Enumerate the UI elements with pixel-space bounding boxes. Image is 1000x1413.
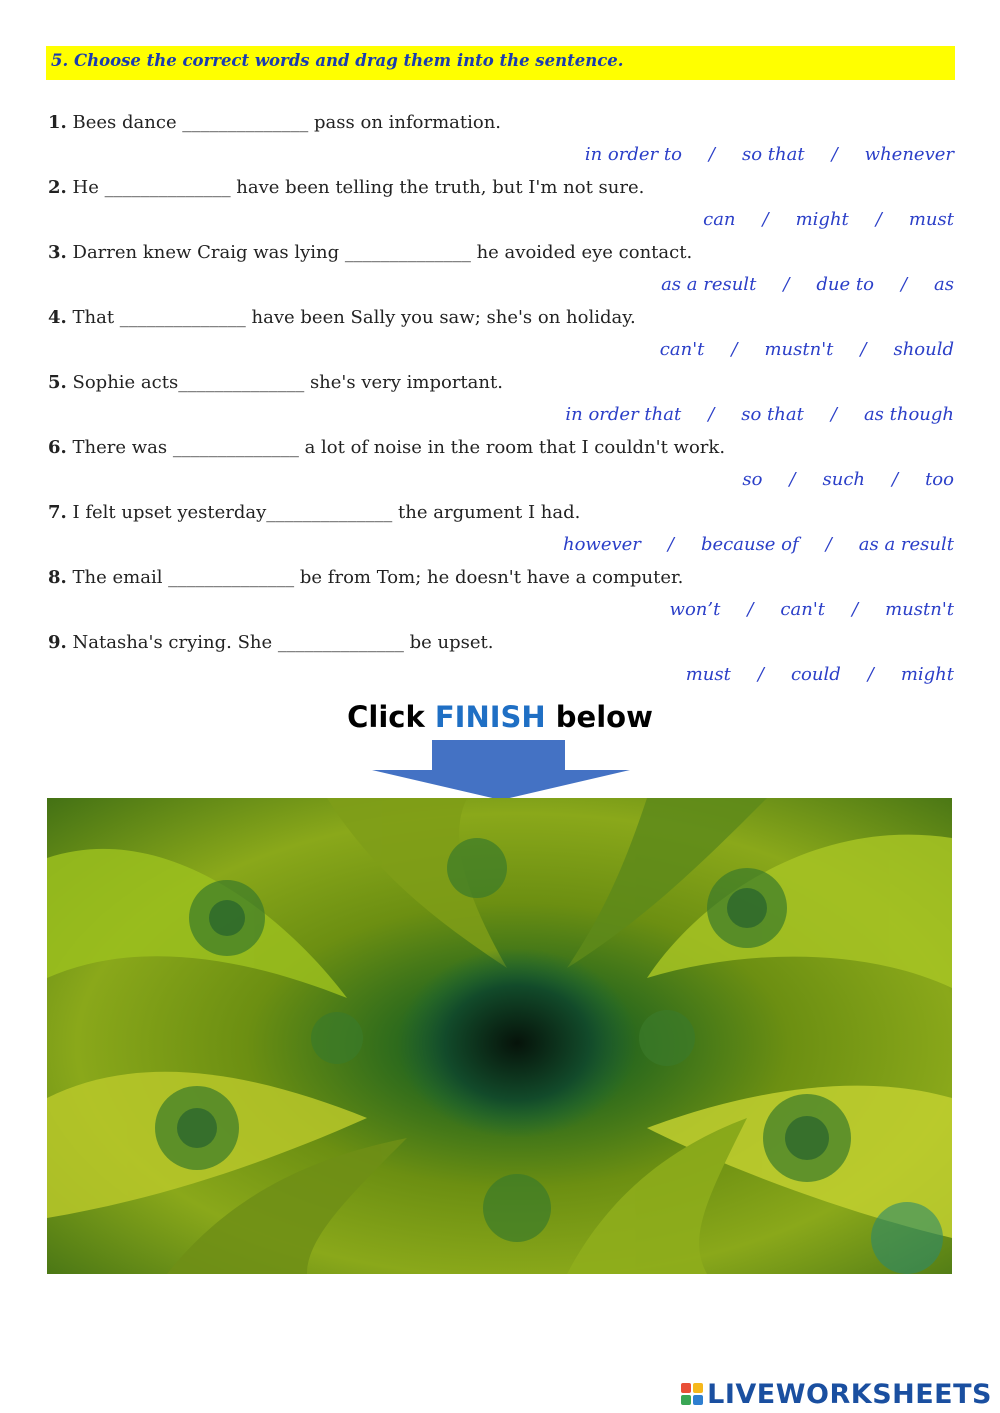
option-separator: / (831, 144, 838, 165)
option-list-9 (686, 664, 954, 685)
question-number: 5. (48, 372, 67, 393)
option-list-3 (661, 274, 954, 295)
question-7 (48, 502, 580, 523)
word-option[interactable]: in order to (584, 144, 682, 165)
question-1 (48, 112, 501, 133)
fractal-image (47, 798, 952, 1274)
option-separator: / (708, 144, 715, 165)
word-option[interactable]: can't (780, 599, 826, 620)
word-option[interactable]: too (925, 469, 954, 490)
question-2 (48, 177, 644, 198)
finish-prefix: Click (347, 700, 435, 734)
option-separator: / (757, 664, 764, 685)
option-separator: / (852, 599, 859, 620)
logo-tiles-icon (681, 1383, 703, 1405)
question-number: 2. (48, 177, 67, 198)
question-6 (48, 437, 725, 458)
finish-highlight: FINISH (434, 700, 546, 734)
word-option[interactable]: can (703, 209, 736, 230)
option-separator: / (875, 209, 882, 230)
option-list-4 (660, 339, 954, 360)
word-option[interactable]: as (934, 274, 954, 295)
question-text: The email ______________ be from Tom; he doesn't have a computer. (66, 567, 684, 588)
word-option[interactable]: can't (659, 339, 705, 360)
option-separator: / (900, 274, 908, 295)
question-text: Sophie acts______________ she's very important. (66, 372, 503, 393)
word-option[interactable]: because of (700, 534, 799, 555)
question-text: Darren knew Craig was lying ______________ he avoided eye contact. (66, 242, 693, 263)
option-list-1 (585, 144, 954, 165)
finish-suffix: below (545, 700, 653, 734)
option-list-6 (742, 469, 954, 490)
question-text: Bees dance ______________ pass on information. (66, 112, 502, 133)
question-text: That ______________ have been Sally you saw; she's on holiday. (66, 307, 636, 328)
option-separator: / (892, 469, 899, 490)
instruction-text: 5. Choose the correct words and drag them into the sentence. (51, 51, 624, 70)
question-text: Natasha's crying. She ______________ be upset. (66, 632, 494, 653)
question-number: 6. (48, 437, 67, 458)
option-separator: / (860, 339, 867, 360)
word-option[interactable]: however (562, 534, 641, 555)
option-separator: / (747, 599, 754, 620)
question-number: 9. (48, 632, 67, 653)
logo-brand: LIVEWORKSHEETS (707, 1378, 992, 1410)
question-3 (48, 242, 692, 263)
liveworksheets-logo (681, 1378, 992, 1410)
word-option[interactable]: in order that (565, 404, 682, 425)
word-option[interactable]: might (795, 209, 849, 230)
word-option[interactable]: should (893, 339, 954, 360)
option-list-8 (670, 599, 954, 620)
option-separator: / (789, 469, 796, 490)
option-list-2 (703, 209, 954, 230)
instruction-banner (46, 46, 955, 80)
word-option[interactable]: must (908, 209, 954, 230)
option-separator: / (708, 404, 715, 425)
option-separator: / (762, 209, 769, 230)
option-list-5 (565, 404, 954, 425)
word-option[interactable]: could (790, 664, 841, 685)
word-option[interactable]: whenever (864, 144, 954, 165)
option-separator: / (867, 664, 874, 685)
word-option[interactable]: won’t (669, 599, 721, 620)
word-option[interactable]: as a result (661, 274, 757, 295)
question-number: 3. (48, 242, 67, 263)
question-number: 8. (48, 567, 67, 588)
question-4 (48, 307, 636, 328)
word-option[interactable]: mustn't (885, 599, 954, 620)
fractal-artwork (47, 798, 952, 1274)
question-number: 4. (48, 307, 67, 328)
word-option[interactable]: so (742, 469, 763, 490)
word-option[interactable]: must (685, 664, 731, 685)
question-text: There was ______________ a lot of noise in the room that I couldn't work. (66, 437, 726, 458)
word-option[interactable]: so that (742, 144, 805, 165)
option-separator: / (667, 534, 674, 555)
word-option[interactable]: mustn't (764, 339, 834, 360)
option-separator: / (783, 274, 790, 295)
finish-prompt (0, 700, 1000, 734)
question-9 (48, 632, 493, 653)
word-option[interactable]: due to (816, 274, 874, 295)
question-text: I felt upset yesterday______________ the argument I had. (66, 502, 581, 523)
option-separator: / (825, 534, 832, 555)
question-text: He ______________ have been telling the truth, but I'm not sure. (66, 177, 645, 198)
question-number: 7. (48, 502, 67, 523)
question-8 (48, 567, 683, 588)
question-number: 1. (48, 112, 67, 133)
option-separator: / (830, 404, 837, 425)
word-option[interactable]: might (900, 664, 954, 685)
option-list-7 (563, 534, 954, 555)
word-option[interactable]: as though (863, 404, 954, 425)
down-arrow-icon (372, 740, 630, 800)
word-option[interactable]: such (822, 469, 865, 490)
question-5 (48, 372, 503, 393)
word-option[interactable]: so that (741, 404, 804, 425)
option-separator: / (731, 339, 738, 360)
word-option[interactable]: as a result (858, 534, 954, 555)
